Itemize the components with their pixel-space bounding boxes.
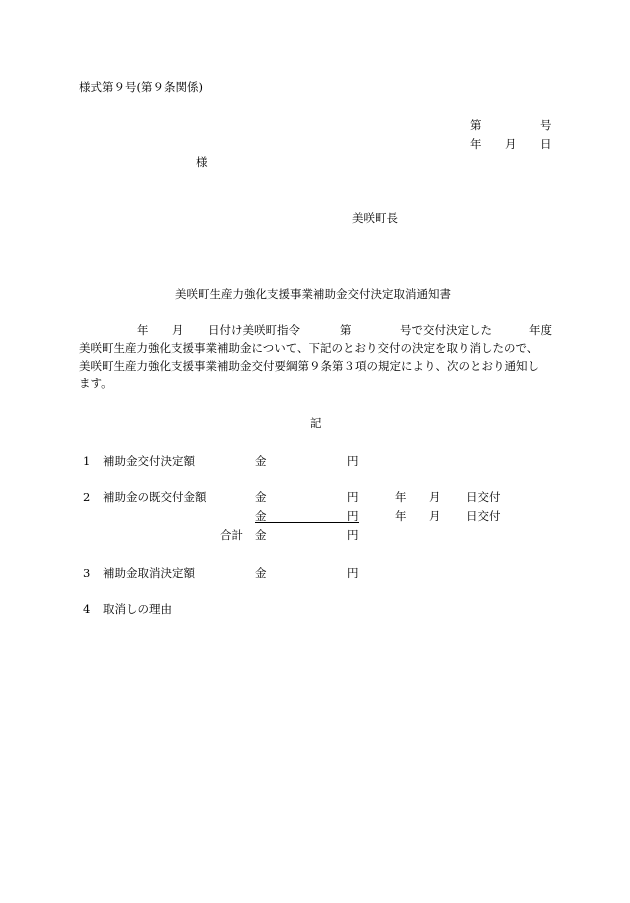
addressee-honorific: 様 — [196, 155, 208, 169]
item-2-day-delivered: 日交付 — [466, 490, 501, 504]
item-2-number: 2 — [83, 490, 91, 504]
body-paragraph — [79, 340, 553, 393]
body-line-3: 美咲町生産力強化支援事業補助金交付要綱第９条第３項の規定により、次のとおり通知し — [79, 358, 539, 373]
total-label: 合計 — [220, 528, 243, 542]
item-1-yen: 円 — [347, 454, 359, 468]
item-4-number: 4 — [83, 602, 91, 616]
body-line-2: 美咲町生産力強化支援事業補助金について、下記のとおり交付の決定を取り消したので、 — [79, 341, 539, 355]
item-2b-yen: 円 — [347, 509, 359, 523]
item-3-number: 3 — [83, 566, 91, 580]
item-1-number: 1 — [83, 454, 91, 468]
item-2b-day-delivered: 日交付 — [466, 509, 501, 523]
item-2-yen: 円 — [347, 490, 359, 504]
doc-number-dai: 第 — [470, 118, 482, 132]
item-2-label: 補助金の既交付金額 — [103, 490, 207, 504]
subtotal-underline — [255, 522, 359, 523]
doc-number-go: 号 — [540, 118, 552, 132]
item-4-label: 取消しの理由 — [103, 602, 172, 616]
body-fiscal-year: 年度 — [529, 323, 552, 337]
issuer: 美咲町長 — [352, 211, 398, 225]
item-1-kin: 金 — [255, 454, 267, 468]
item-1-label: 補助金交付決定額 — [103, 454, 195, 468]
body-go-text: 号で交付決定した — [400, 323, 492, 337]
body-year: 年 — [137, 323, 149, 337]
date-year: 年 — [470, 137, 482, 151]
date-month: 月 — [505, 137, 517, 151]
date-day: 日 — [540, 137, 552, 151]
ki-heading: 記 — [310, 416, 322, 430]
item-3-kin: 金 — [255, 566, 267, 580]
item-2-year: 年 — [395, 490, 407, 504]
item-2b-year: 年 — [395, 509, 407, 523]
form-label: 様式第９号(第９条関係) — [79, 80, 203, 94]
item-2b-month: 月 — [429, 509, 441, 523]
total-kin: 金 — [255, 528, 267, 542]
item-3-yen: 円 — [347, 566, 359, 580]
body-dated: 日付け美咲町指令 — [208, 323, 300, 337]
document-title: 美咲町生産力強化支援事業補助金交付決定取消通知書 — [175, 287, 451, 301]
body-dai: 第 — [340, 323, 352, 337]
body-line-4: ます。 — [79, 376, 113, 390]
total-yen: 円 — [347, 528, 359, 542]
item-2-month: 月 — [429, 490, 441, 504]
item-2b-kin: 金 — [255, 509, 267, 523]
body-month: 月 — [172, 323, 184, 337]
item-3-label: 補助金取消決定額 — [103, 566, 195, 580]
item-2-kin: 金 — [255, 490, 267, 504]
